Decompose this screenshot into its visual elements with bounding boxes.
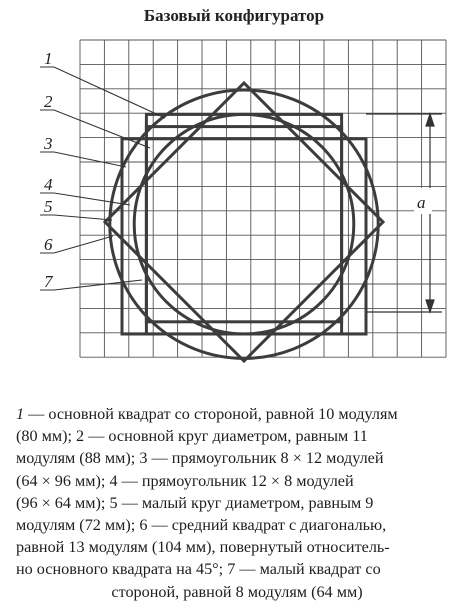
module-grid	[80, 40, 446, 357]
leader-line-1	[40, 67, 165, 118]
shape-label-7: 7	[44, 272, 53, 291]
shape-label-5: 5	[44, 197, 53, 216]
caption-line-1: 1 — основной квадрат со стороной, равной 10 модулям	[16, 405, 398, 423]
shape-label-2: 2	[44, 92, 53, 111]
leader-line-2	[40, 110, 150, 148]
caption-line: (64 × 96 мм); 4 — прямоугольник 12 × 8 модулей	[16, 471, 354, 490]
caption-first-number: 1	[16, 405, 25, 423]
small-circle	[134, 114, 354, 334]
shape-label-6: 6	[44, 235, 53, 254]
caption-line: модулям (88 мм); 3 — прямоугольник 8 × 12 модулей	[16, 449, 384, 468]
caption-line: но основного квадрата на 45°; 7 — малый квадрат со	[16, 560, 381, 579]
shape-label-3: 3	[44, 134, 53, 153]
figure-title: Базовый конфигуратор	[143, 6, 325, 25]
rect-8x12	[146, 114, 341, 334]
caption-line: (96 × 64 мм); 5 — малый круг диаметром, равным 9	[16, 493, 374, 512]
caption-line: модулям (72 мм); 6 — средний квадрат с диагональю,	[16, 516, 387, 535]
leader-line-3	[40, 152, 126, 167]
legend-caption	[16, 403, 458, 603]
main-circle	[110, 90, 378, 358]
dimension-label: a	[417, 193, 426, 212]
caption-line: стороной, равной 8 модулям (64 мм)	[111, 582, 363, 601]
shape-label-1: 1	[44, 49, 53, 68]
caption-line: равной 13 модулям (104 мм), повернутый относитель-	[16, 538, 390, 557]
caption-line: (80 мм); 2 — основной круг диаметром, равным 11	[16, 427, 368, 446]
leader-line-4	[40, 193, 130, 205]
shape-label-4: 4	[44, 175, 53, 194]
